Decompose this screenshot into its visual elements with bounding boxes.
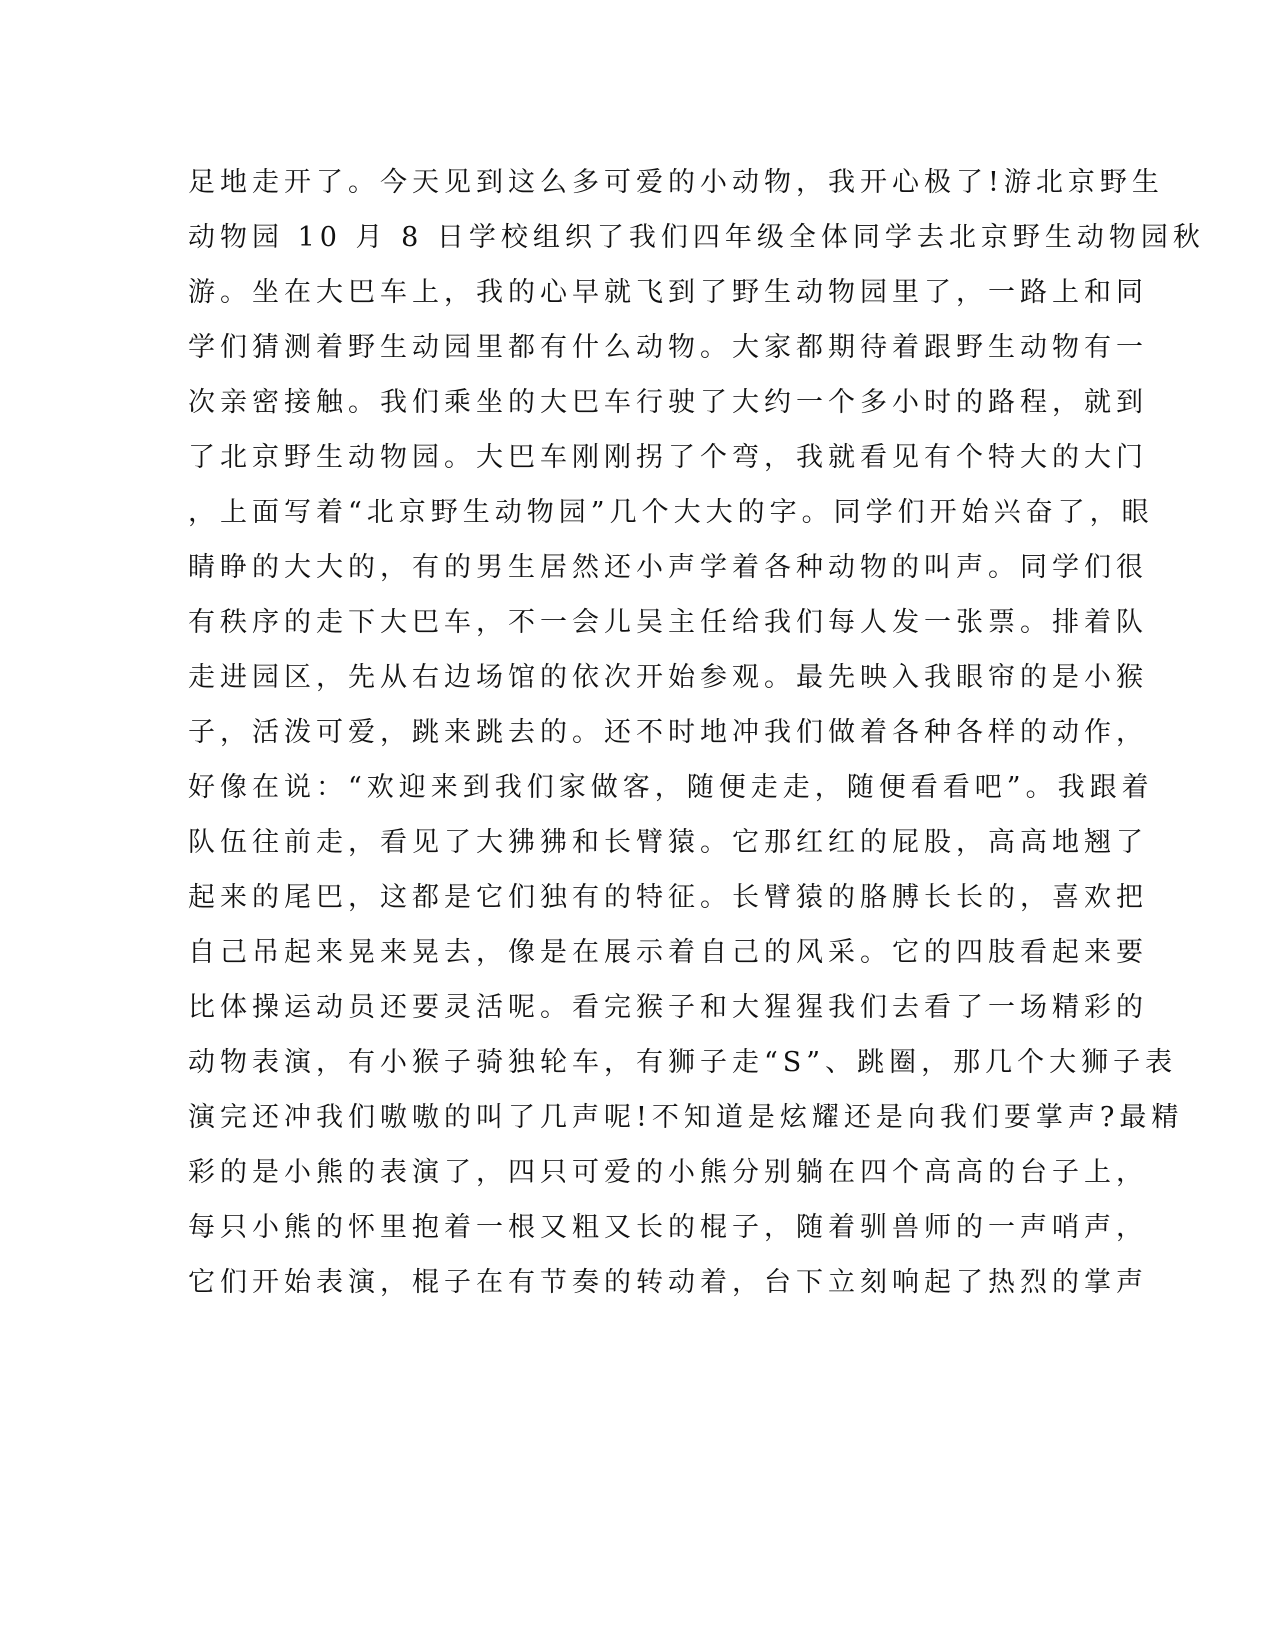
text-line: ，上面写着“北京野生动物园”几个大大的字。同学们开始兴奋了，眼 [188,497,1154,528]
text-line: 子，活泼可爱，跳来跳去的。还不时地冲我们做着各种各样的动作， [188,717,1148,748]
text-line: 学们猜测着野生动园里都有什么动物。大家都期待着跟野生动物有一 [188,332,1148,363]
text-line: 了北京野生动物园。大巴车刚刚拐了个弯，我就看见有个特大的大门 [188,442,1148,473]
text-line: 有秩序的走下大巴车，不一会儿吴主任给我们每人发一张票。排着队 [188,607,1148,638]
text-line: 彩的是小熊的表演了，四只可爱的小熊分别躺在四个高高的台子上， [188,1157,1148,1188]
text-line: 起来的尾巴，这都是它们独有的特征。长臂猿的胳膊长长的，喜欢把 [188,882,1148,913]
body-text [188,163,1205,1318]
text-line: 它们开始表演，棍子在有节奏的转动着，台下立刻响起了热烈的掌声 [188,1267,1148,1298]
text-line: 队伍往前走，看见了大狒狒和长臂猿。它那红红的屁股，高高地翘了 [188,827,1148,858]
text-line: 动物表演，有小猴子骑独轮车，有狮子走“S”、跳圈，那几个大狮子表 [188,1047,1178,1078]
text-line: 足地走开了。今天见到这么多可爱的小动物，我开心极了!游北京野生 [188,167,1164,198]
text-line: 次亲密接触。我们乘坐的大巴车行驶了大约一个多小时的路程，就到 [188,387,1148,418]
text-line: 动物园 10 月 8 日学校组织了我们四年级全体同学去北京野生动物园秋 [188,222,1205,253]
text-line: 睛睁的大大的，有的男生居然还小声学着各种动物的叫声。同学们很 [188,552,1148,583]
text-line: 自己吊起来晃来晃去，像是在展示着自己的风采。它的四肢看起来要 [188,937,1148,968]
text-line: 游。坐在大巴车上，我的心早就飞到了野生动物园里了，一路上和同 [188,277,1148,308]
text-line: 好像在说：“欢迎来到我们家做客，随便走走，随便看看吧”。我跟着 [188,772,1154,803]
text-line: 每只小熊的怀里抱着一根又粗又长的棍子，随着驯兽师的一声哨声， [188,1212,1148,1243]
text-line: 走进园区，先从右边场馆的依次开始参观。最先映入我眼帘的是小猴 [188,662,1148,693]
text-line: 比体操运动员还要灵活呢。看完猴子和大猩猩我们去看了一场精彩的 [188,992,1148,1023]
text-line: 演完还冲我们嗷嗷的叫了几声呢!不知道是炫耀还是向我们要掌声?最精 [188,1102,1184,1133]
